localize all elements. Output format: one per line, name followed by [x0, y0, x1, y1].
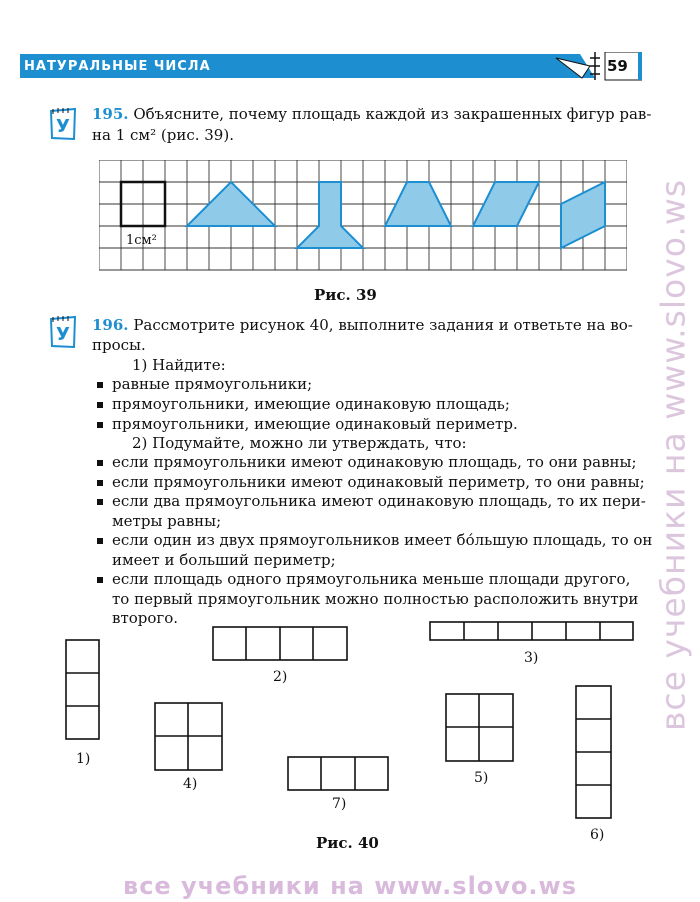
page-number: 59: [607, 57, 628, 75]
chapter-header: [20, 52, 642, 82]
rectangle-6: [576, 686, 611, 818]
exercise-badge-icon: [48, 106, 76, 140]
exercise-196-line1: 196. Рассмотрите рисунок 40, выполните задания и ответьте на во-: [92, 316, 633, 334]
list-item-text: если прямоугольники имеют одинаковую площадь, то они равны;: [112, 453, 637, 471]
rect-label-2: 2): [273, 669, 288, 685]
exercise-196-line2: просы.: [92, 336, 146, 354]
list-item-text: второго.: [112, 609, 179, 627]
bullet-icon: [97, 382, 103, 388]
trapezoid-figure: [385, 182, 451, 226]
bullet-icon: [97, 402, 103, 408]
exercise-195-line2: на 1 см² (рис. 39).: [92, 126, 234, 144]
list-item-text: имеет и больший периметр;: [112, 550, 336, 569]
rect-label-3: 3): [524, 650, 539, 666]
svg-text:У: У: [56, 116, 70, 137]
exercise-196-number: 196.: [92, 316, 129, 334]
t-shape-figure: [297, 182, 363, 248]
rect-label-6: 6): [590, 827, 605, 843]
side-watermark: все учебники на www.slovo.ws: [653, 178, 693, 732]
list-item-text: прямоугольники, имеющие одинаковый периметр.: [112, 415, 518, 433]
rectangle-4: [155, 703, 222, 770]
figure-40: [0, 610, 700, 840]
bullet-icon: [97, 499, 103, 505]
figure-39-caption: Рис. 39: [314, 286, 377, 304]
task1-heading: 1) Найдите:: [132, 356, 226, 374]
exercise-badge-icon: [48, 314, 76, 348]
list-item-text: то первый прямоугольник можно полностью расположить внутри: [112, 589, 639, 608]
list-item-text: если прямоугольники имеют одинаковый периметр, то они равны;: [112, 472, 645, 491]
exercise-195-number: 195.: [92, 105, 129, 123]
rect-label-4: 4): [183, 776, 198, 792]
list-item-text: если два прямоугольника имеют одинаковую площадь, то их пери-: [112, 492, 646, 510]
unit-square-label: 1см²: [126, 233, 157, 248]
bullet-icon: [97, 480, 103, 486]
bullet-icon: [97, 460, 103, 466]
exercise-195-line1: 195. Объясните, почему площадь каждой из закрашенных фигур рав-: [92, 105, 652, 123]
list-item-text: равные прямоугольники;: [112, 375, 313, 393]
rect-label-1: 1): [76, 751, 91, 767]
figure-40-caption: Рис. 40: [316, 834, 379, 852]
rectangle-7: [288, 757, 388, 790]
rectangle-5: [446, 694, 513, 761]
svg-text:У: У: [56, 324, 70, 345]
chapter-title: НАТУРАЛЬНЫЕ ЧИСЛА: [24, 59, 211, 74]
figure-39-grid: [99, 160, 627, 272]
rect-label-5: 5): [474, 770, 489, 786]
list-item-text: если один из двух прямоугольников имеет бо́льшую площадь, то он: [112, 531, 653, 549]
bottom-watermark: все учебники на www.slovo.ws: [123, 872, 577, 900]
rectangle-3: [430, 622, 633, 640]
bullet-icon: [97, 422, 103, 428]
bullet-icon: [97, 577, 103, 583]
list-item-text: метры равны;: [112, 511, 222, 530]
list-item-text: если площадь одного прямоугольника меньше площади другого,: [112, 570, 631, 588]
bullet-icon: [97, 538, 103, 544]
list-item-text: прямоугольники, имеющие одинаковую площадь;: [112, 395, 510, 413]
rectangle-1: [66, 640, 99, 739]
rect-label-7: 7): [332, 796, 347, 812]
parallelogram-figure: [473, 182, 539, 226]
rectangle-2: [213, 627, 347, 660]
task2-heading: 2) Подумайте, можно ли утверждать, что:: [132, 434, 467, 452]
slanted-parallelogram-figure: [561, 182, 605, 248]
